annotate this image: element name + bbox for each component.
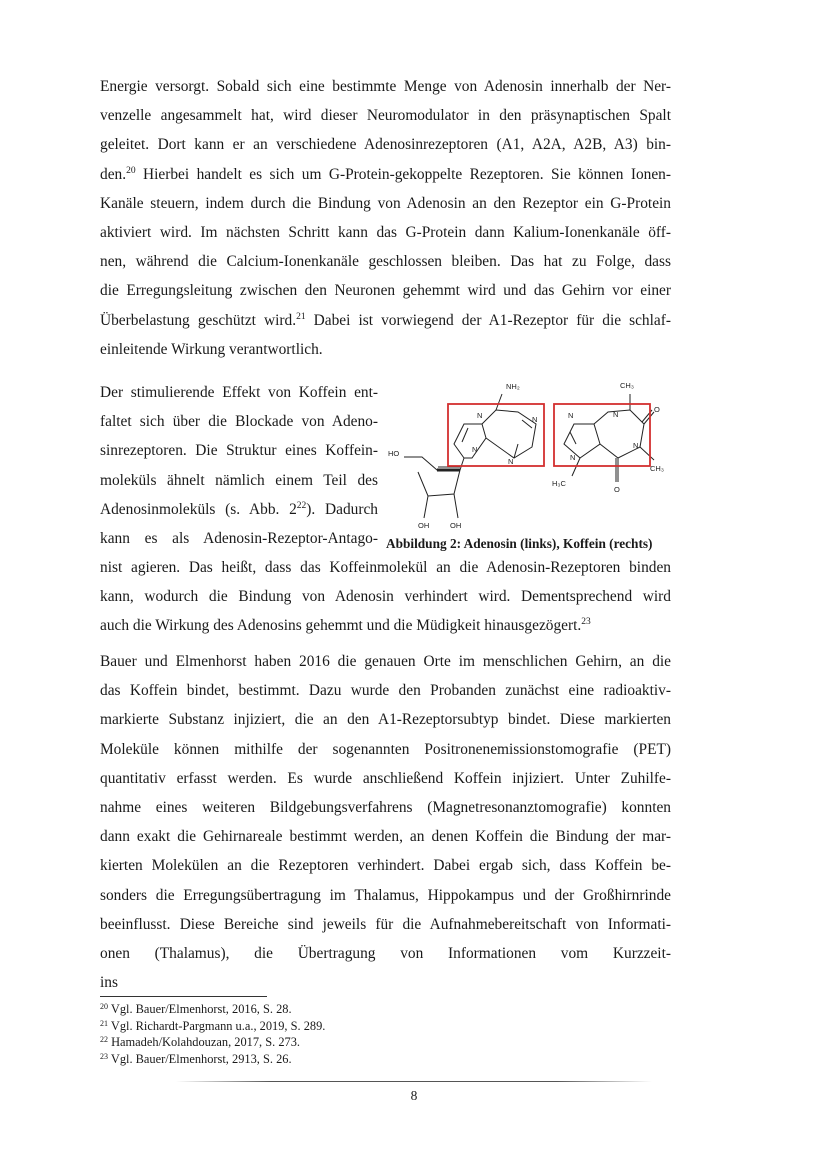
text-line: onen (Thalamus), die Übertragung von Informationen vom Kurzzeit- ins — [100, 945, 671, 992]
label-o: O — [614, 485, 620, 494]
footnote-ref-23: 23 — [581, 617, 591, 628]
label-n: N — [472, 445, 478, 454]
label-n: N — [613, 410, 619, 419]
footnote-23 — [100, 1051, 671, 1068]
text-line: markierte Substanz injiziert, die an den A1-Rezeptorsubtyp bindet. Diese markierten — [100, 711, 671, 729]
text-line: Moleküle können mithilfe der sogenannten Positronenemissionstomografie (PET) — [100, 740, 671, 758]
label-ch3-top: CH₃ — [620, 381, 634, 390]
text-line: Bauer und Elmenhorst haben 2016 die genauen Orte im menschlichen Gehirn, an die — [100, 653, 671, 670]
text-line: das Koffein bindet, bestimmt. Dazu wurde den Probanden zunächst eine radioaktiv- — [100, 682, 671, 700]
label-nh2: NH₂ — [506, 382, 520, 391]
footnote-ref-21: 21 — [296, 311, 306, 322]
paragraph-caffeine-blockade-narrow — [100, 378, 378, 553]
text-line: Überbelastung geschützt wird. — [100, 311, 297, 329]
label-n: N — [477, 411, 483, 420]
text-line: quantitativ erfasst werden. Es wurde anschließend Koffein injiziert. Unter Zuhilfe- — [100, 769, 671, 787]
text-line: beeinflusst. Diese Bereiche sind jeweils für die Aufnahmebereitschaft von Informati- — [100, 915, 671, 933]
text-line: moleküls ähnelt nämlich einem Teil des — [100, 471, 378, 489]
page-number: 8 — [410, 1088, 418, 1103]
chemical-structures-diagram — [382, 372, 672, 532]
label-n: N — [568, 411, 574, 420]
text-line: auch die Wirkung des Adenosins gehemmt und die Müdigkeit hinausgezögert. — [100, 617, 582, 635]
footnote-ref-20: 20 — [126, 165, 136, 176]
paragraph-pet-study — [100, 647, 671, 997]
text-line: nahme eines weiteren Bildgebungsverfahrens (Magnetresonanztomografie) konnten — [100, 799, 671, 817]
label-n: N — [508, 457, 514, 466]
text-line: faltet sich über die Blockade von Adeno- — [100, 413, 378, 431]
text-line: Adenosinmoleküls (s. Abb. 2 — [100, 500, 297, 518]
text-line: kann es als Adenosin-Rezeptor-Antago- — [100, 530, 378, 548]
text-line: nist agieren. Das heißt, dass das Koffeinmolekül an die Adenosin-Rezeptoren binden — [100, 559, 671, 576]
text-line: Hierbei handelt es sich um G-Protein-gekoppelte Rezeptoren. Sie können Ionen- — [135, 165, 671, 183]
footnote-text: Vgl. Bauer/Elmenhorst, 2913, S. 26. — [108, 1051, 292, 1066]
label-oh-2: OH — [450, 521, 462, 530]
label-oh-1: OH — [418, 521, 430, 530]
footnote-text: Vgl. Richardt-Pargmann u.a., 2019, S. 289. — [108, 1018, 326, 1033]
footnote-number: 23 — [100, 1051, 108, 1061]
paragraph-caffeine-blockade-wide — [100, 553, 671, 641]
text-line: die Erregungsleitung zwischen den Neuronen gehemmt wird und das Gehirn vor einer — [100, 282, 671, 300]
text-line: kierten Molekülen an die Rezeptoren verhindert. Dabei ergab sich, dass Koffein be- — [100, 857, 671, 875]
adenosine-highlight-box — [448, 404, 544, 466]
text-line: nen, während die Calcium-Ionenkanäle geschlossen bleiben. Das hat zu Folge, dass — [100, 253, 671, 271]
text-line: aktiviert wird. Im nächsten Schritt kann das G-Protein dann Kalium-Ionenkanäle öff- — [100, 224, 671, 242]
text-line: Kanäle steuern, indem durch die Bindung von Adenosin an den Rezeptor ein G-Protein — [100, 194, 671, 212]
text-line: dann exakt die Gehirnareale bestimmt werden, an denen Koffein die Bindung der mar- — [100, 828, 671, 846]
text-line: venzelle angesammelt hat, wird dieser Neuromodulator in den präsynaptischen Spalt — [100, 107, 671, 125]
text-line: kann, wodurch die Bindung von Adenosin verhindert wird. Dementsprechend wird — [100, 588, 671, 606]
footnote-number: 20 — [100, 1002, 108, 1011]
label-o: O — [654, 405, 660, 414]
footnote-21 — [100, 1018, 671, 1035]
figure-adenosine-caffeine — [382, 372, 672, 557]
text-line: sinrezeptoren. Die Struktur eines Koffein- — [100, 442, 378, 460]
footnote-ref-22: 22 — [296, 500, 307, 511]
figure-caption: Abbildung 2: Adenosin (links), Koffein (rechts) — [386, 536, 653, 551]
label-h3c: H₃C — [552, 479, 566, 488]
label-ho: HO — [388, 449, 400, 458]
page-footer-rule — [176, 1081, 652, 1082]
footnote-number: 22 — [100, 1035, 108, 1045]
footnote-text: Vgl. Bauer/Elmenhorst, 2016, S. 28. — [108, 1002, 292, 1016]
footnote-text: Hamadeh/Kolahdouzan, 2017, S. 273. — [108, 1035, 301, 1050]
text-line: ). Dadurch — [306, 500, 378, 518]
text-line: Energie versorgt. Sobald sich eine bestimmte Menge von Adenosin innerhalb der Ner- — [100, 78, 671, 95]
footnote-separator — [100, 996, 267, 997]
label-n: N — [570, 453, 576, 462]
paragraph-adenosine-receptors — [100, 72, 671, 364]
text-line: sonders die Erregungsübertragung im Thalamus, Hippokampus und der Großhirnrinde — [100, 886, 671, 904]
text-line: den. — [100, 165, 127, 183]
text-line: einleitende Wirkung verantwortlich. — [100, 340, 323, 358]
label-n: N — [633, 441, 639, 450]
footnote-22 — [100, 1034, 671, 1051]
footnotes — [100, 1001, 671, 1067]
footnote-number: 21 — [100, 1018, 108, 1028]
label-n: N — [532, 415, 538, 424]
text-line: geleitet. Dort kann er an verschiedene Adenosinrezeptoren (A1, A2A, A2B, A3) bin- — [100, 136, 671, 154]
text-line: Dabei ist vorwiegend der A1-Rezeptor für die schlaf- — [305, 311, 671, 329]
label-ch3-right: CH₃ — [650, 464, 664, 473]
footnote-20 — [100, 1001, 671, 1018]
text-line: Der stimulierende Effekt von Koffein ent- — [100, 384, 378, 401]
